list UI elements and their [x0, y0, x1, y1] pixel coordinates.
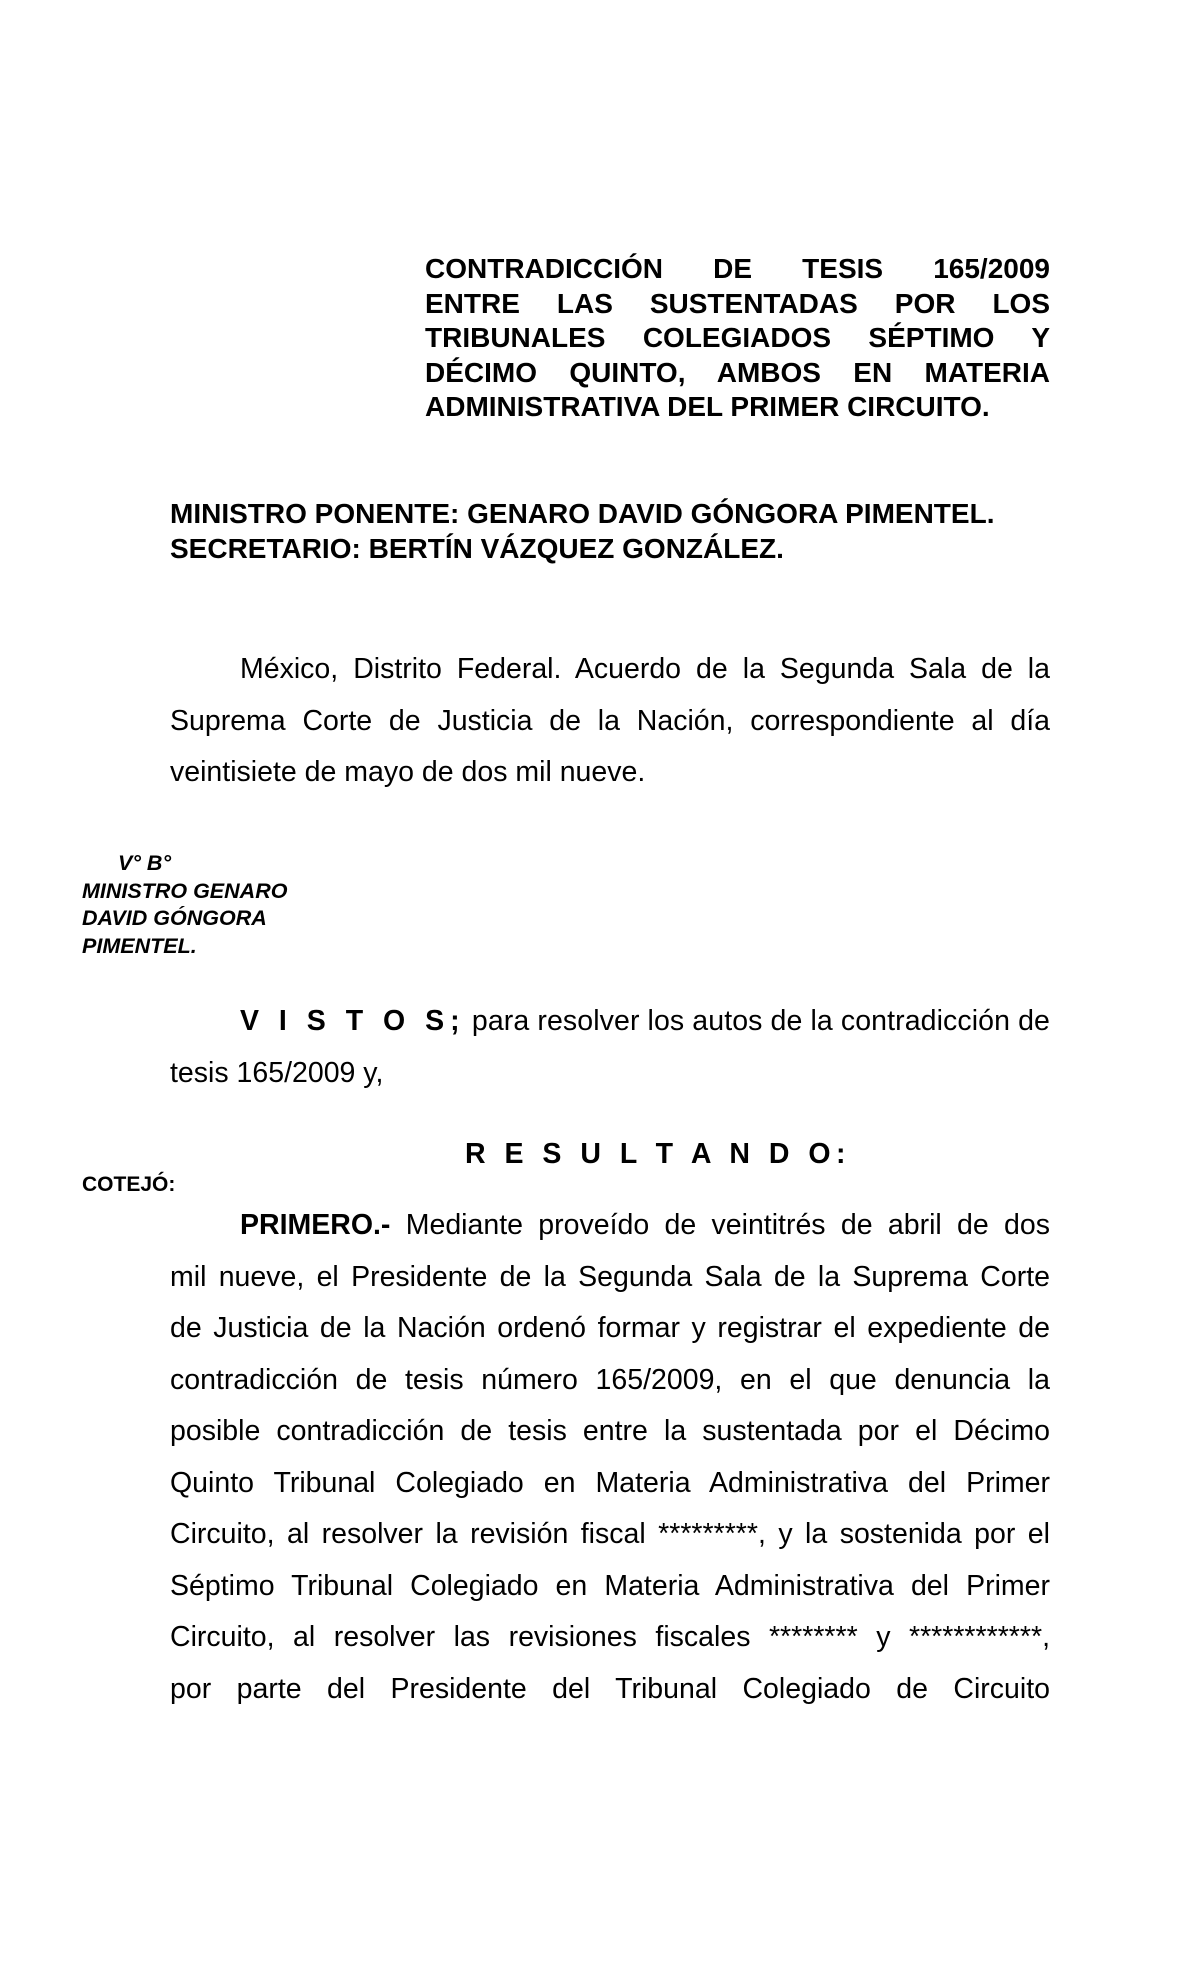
intro-paragraph	[170, 644, 1050, 799]
primero-first-text: Mediante proveído de veintitrés de abril de dos	[405, 1209, 1050, 1241]
paragraph-line: Quinto Tribunal Colegiado en Materia Administrativa del Primer	[170, 1466, 1050, 1499]
paragraph-line: Séptimo Tribunal Colegiado en Materia Administrativa del Primer	[170, 1569, 1050, 1602]
vobo-mark: V° B°	[118, 851, 172, 875]
vistos-label: V I S T O S;	[240, 1005, 466, 1037]
vistos-line	[240, 996, 1050, 1048]
paragraph-line: Suprema Corte de Justicia de la Nación, correspondiente al día	[170, 704, 1050, 737]
case-header-line: DÉCIMO QUINTO, AMBOS EN MATERIA	[425, 356, 1050, 388]
case-header-line: TRIBUNALES COLEGIADOS SÉPTIMO Y	[425, 322, 1050, 353]
paragraph-line: de Justicia de la Nación ordenó formar y registrar el expediente de	[170, 1312, 1050, 1344]
primero-paragraph	[170, 1200, 1050, 1715]
cotejo-note: COTEJÓ:	[82, 1173, 176, 1196]
vobo-note	[82, 850, 342, 960]
secretario: SECRETARIO: BERTÍN VÁZQUEZ GONZÁLEZ.	[170, 533, 784, 564]
paragraph-line: mil nueve, el Presidente de la Segunda Sala de la Suprema Corte	[170, 1260, 1050, 1293]
paragraph-line: por parte del Presidente del Tribunal Colegiado de Circuito	[170, 1672, 1050, 1705]
ponente-block	[170, 496, 1070, 566]
case-header	[425, 252, 1050, 425]
vobo-line: DAVID GÓNGORA	[82, 906, 267, 930]
case-header-line: ADMINISTRATIVA DEL PRIMER CIRCUITO.	[425, 391, 990, 422]
ministro-ponente: MINISTRO PONENTE: GENARO DAVID GÓNGORA PIMENTEL.	[170, 498, 995, 529]
vobo-line: MINISTRO GENARO	[82, 878, 288, 903]
paragraph-line: Circuito, al resolver las revisiones fiscales ******** y ************,	[170, 1621, 1050, 1653]
vistos-text: para resolver los autos de la contradicción de	[471, 1005, 1050, 1037]
paragraph-line: veintisiete de mayo de dos mil nueve.	[170, 756, 646, 788]
vobo-line: PIMENTEL.	[82, 933, 197, 958]
paragraph-line: contradicción de tesis número 165/2009, en el que denuncia la	[170, 1363, 1050, 1396]
case-header-line: CONTRADICCIÓN DE TESIS 165/2009	[425, 253, 1050, 284]
case-header-line: ENTRE LAS SUSTENTADAS POR LOS	[425, 287, 1050, 319]
paragraph-line: México, Distrito Federal. Acuerdo de la Segunda Sala de la	[240, 653, 1050, 685]
resultando-heading: R E S U L T A N D O:	[465, 1138, 852, 1170]
paragraph-line	[170, 1200, 1050, 1252]
vistos-continuation: tesis 165/2009 y,	[170, 1057, 384, 1089]
paragraph-line: posible contradicción de tesis entre la sustentada por el Décimo	[170, 1415, 1050, 1447]
paragraph-line: Circuito, al resolver la revisión fiscal *********, y la sostenida por el	[170, 1518, 1050, 1550]
primero-label: PRIMERO.-	[240, 1209, 391, 1241]
